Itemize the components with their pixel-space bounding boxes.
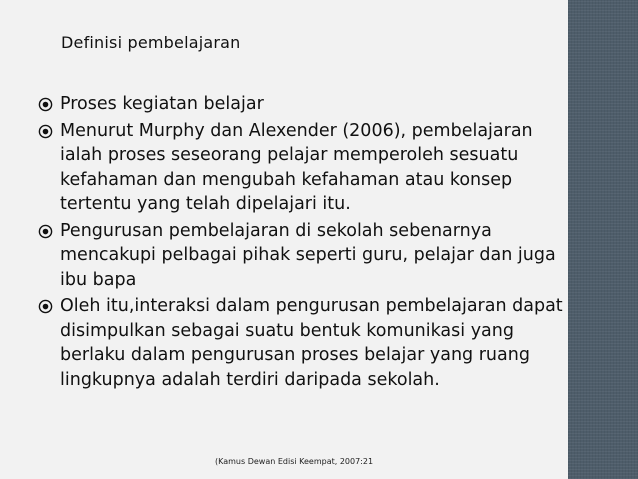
bullet-text: Proses kegiatan belajar bbox=[60, 94, 264, 114]
bullet-text: Menurut Murphy dan Alexender (2006), pembelajaran ialah proses seseorang pelajar memperoleh sesuatu kefahaman dan mengubah kefahaman atau konsep tertentu yang telah dipelajari itu. bbox=[60, 120, 533, 214]
list-item bbox=[38, 92, 568, 117]
bullet-text: Pengurusan pembelajaran di sekolah sebenarnya mencakupi pelbagai pihak seperti guru, pelajar dan juga ibu bapa bbox=[60, 220, 556, 290]
list-item bbox=[38, 294, 568, 392]
list-item bbox=[38, 119, 568, 217]
decorative-sidebar bbox=[568, 0, 638, 479]
list-item bbox=[38, 219, 568, 293]
target-bullet-icon bbox=[38, 124, 53, 139]
target-bullet-icon bbox=[38, 299, 53, 314]
target-bullet-icon bbox=[38, 224, 53, 239]
slide-title: Definisi pembelajaran bbox=[61, 33, 241, 52]
bullet-list bbox=[38, 92, 568, 394]
target-bullet-icon bbox=[38, 97, 53, 112]
bullet-text: Oleh itu,interaksi dalam pengurusan pembelajaran dapat disimpulkan sebagai suatu bentuk komunikasi yang berlaku dalam pengurusan proses belajar yang ruang lingkupnya adalah terdiri daripada sekolah. bbox=[60, 296, 563, 390]
citation-note: (Kamus Dewan Edisi Keempat, 2007:21 bbox=[215, 457, 374, 466]
